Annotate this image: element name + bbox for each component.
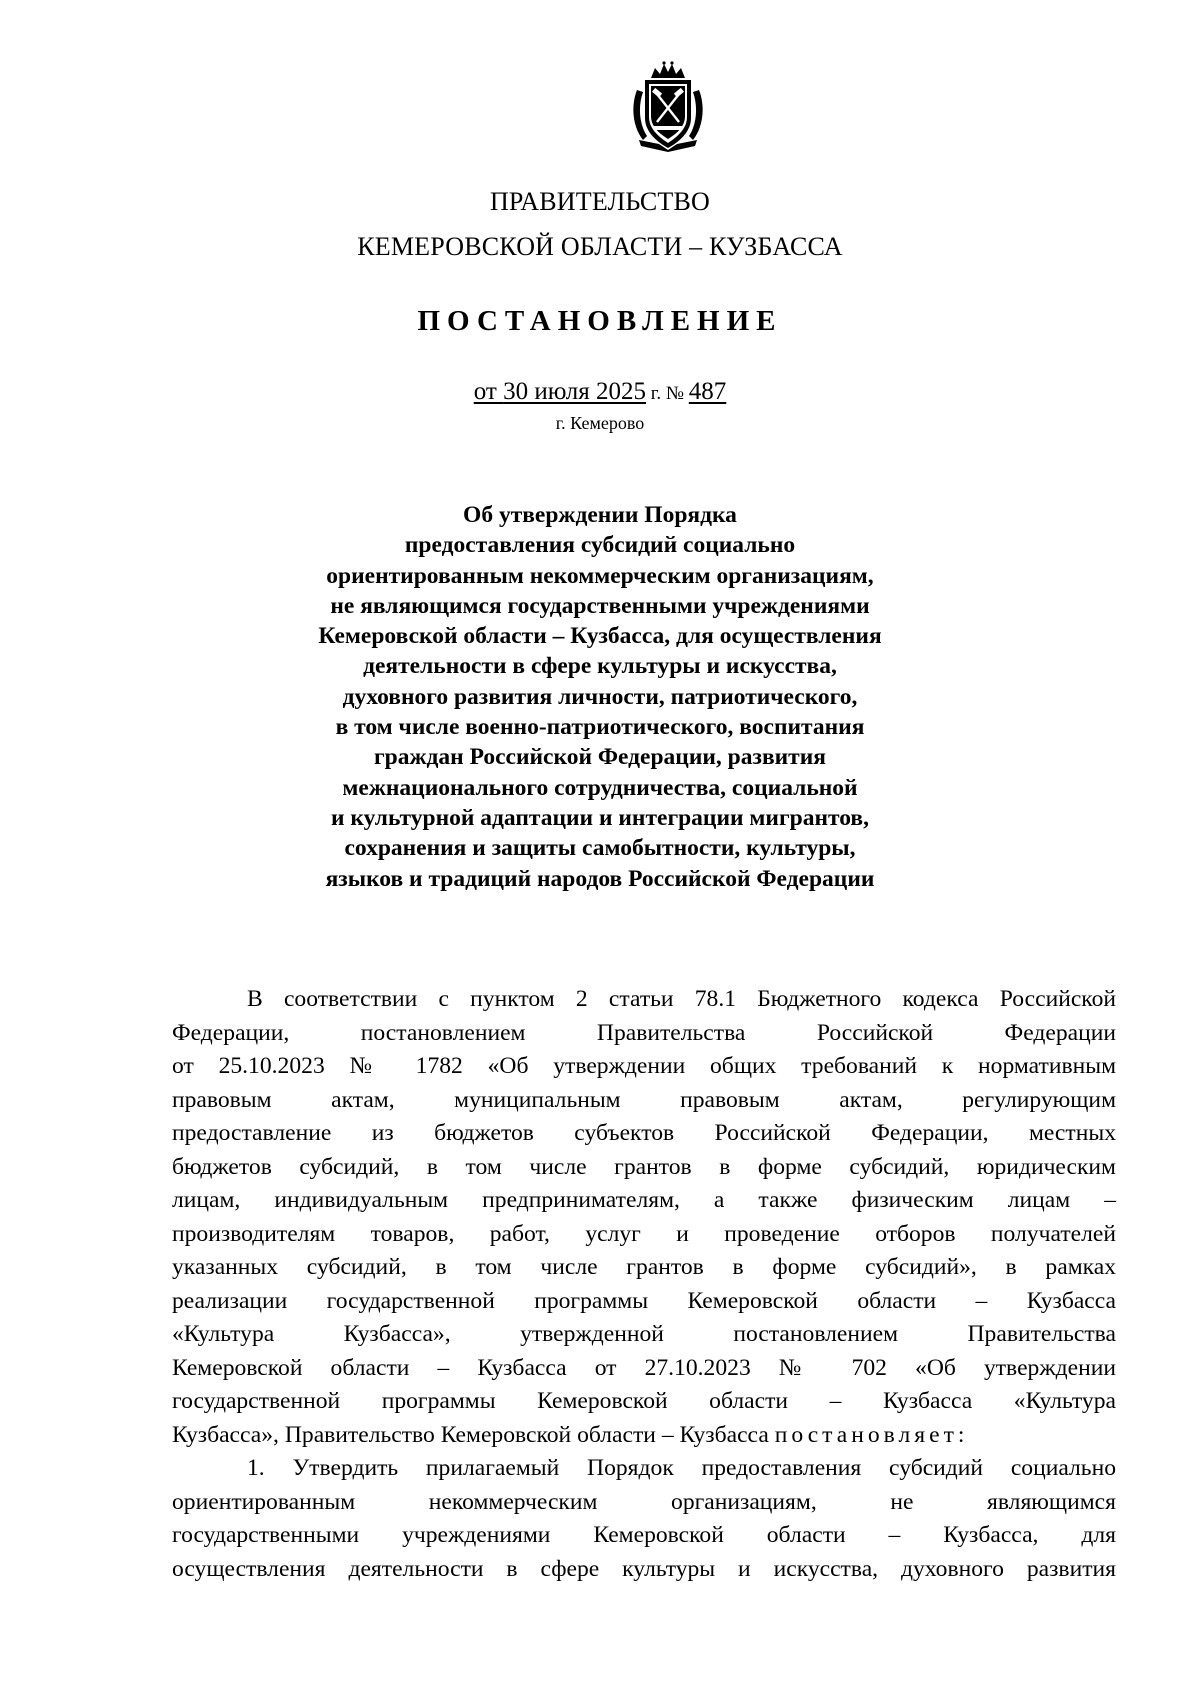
government-name-line1: ПРАВИТЕЛЬСТВО [489, 187, 711, 216]
title-line: Кемеровской области – Кузбасса, для осуществления [318, 623, 882, 650]
title-line: и культурной адаптации и интеграции мигрантов, [331, 804, 869, 831]
body-line: правовым актам, муниципальным правовым актам, регулирующим [172, 1086, 1116, 1113]
title-line: сохранения и защиты самобытности, культуры, [344, 835, 856, 862]
body-line: реализации государственной программы Кемеровской области – Кузбасса [172, 1287, 1116, 1314]
title-line: граждан Российской Федерации, развития [374, 744, 826, 771]
body-line: от 25.10.2023 № 1782 «Об утверждении общих требований к нормативным [172, 1053, 1116, 1079]
body-line: Федерации, постановлением Правительства Российской Федерации [172, 1019, 1116, 1046]
body-line: бюджетов субсидий, в том числе грантов в форме субсидий, юридическим [172, 1153, 1116, 1180]
year-number-label: г. № [646, 383, 689, 404]
resolves-word: постановляет: [774, 1421, 969, 1448]
coat-of-arms-emblem [629, 60, 707, 152]
body-line: государственными учреждениями Кемеровской области – Кузбасса, для [172, 1522, 1116, 1548]
body-line: В соответствии с пунктом 2 статьи 78.1 Бюджетного кодекса Российской [247, 986, 1116, 1012]
title-line: Об утверждении Порядка [463, 502, 737, 528]
body-line-text: Кузбасса», Правительство Кемеровской области – Кузбасса [172, 1421, 775, 1448]
body-line: предоставление из бюджетов субъектов Российской Федерации, местных [172, 1120, 1116, 1146]
title-line: не являющимся государственными учреждениями [330, 592, 870, 619]
document-body [172, 983, 1116, 1586]
body-line: ориентированным некоммерческим организациям, не являющимся [172, 1488, 1116, 1515]
body-line: производителям товаров, работ, услуг и проведение отборов получателей [172, 1220, 1116, 1247]
issuing-city: г. Кемерово [555, 413, 645, 433]
body-line: 1. Утвердить прилагаемый Порядок предоставления субсидий социально [247, 1455, 1116, 1481]
title-line: духовного развития личности, патриотического, [342, 683, 858, 710]
body-line: осуществления деятельности в сфере культуры и искусства, духовного развития [172, 1555, 1116, 1582]
document-title [0, 500, 1200, 894]
body-line-final [172, 1419, 1116, 1453]
date-prefix: от [473, 378, 504, 405]
title-line: ориентированным некоммерческим организациям, [326, 562, 874, 589]
title-line: языков и традиций народов Российской Федерации [325, 865, 875, 892]
title-line: предоставления субсидий социально [404, 532, 796, 559]
document-type-heading: ПОСТАНОВЛЕНИЕ [417, 305, 783, 337]
date-number-line [0, 378, 1200, 408]
document-number: 487 [688, 378, 727, 405]
body-line: «Культура Кузбасса», утвержденной постановлением Правительства [172, 1321, 1116, 1347]
body-line: указанных субсидий, в том числе грантов в форме субсидий», в рамках [172, 1254, 1116, 1280]
title-line: в том числе военно-патриотического, воспитания [335, 714, 865, 741]
title-line: межнационального сотрудничества, социальной [342, 774, 858, 801]
body-line: государственной программы Кемеровской области – Кузбасса «Культура [172, 1388, 1116, 1414]
title-line: деятельности в сфере культуры и искусства, [363, 653, 837, 680]
body-line: Кемеровской области – Кузбасса от 27.10.2023 № 702 «Об утверждении [172, 1354, 1116, 1381]
document-date: 30 июля 2025 [503, 378, 646, 405]
government-name-line2: КЕМЕРОВСКОЙ ОБЛАСТИ – КУЗБАССА [357, 232, 843, 261]
body-line: лицам, индивидуальным предпринимателям, а также физическим лицам – [172, 1187, 1116, 1213]
